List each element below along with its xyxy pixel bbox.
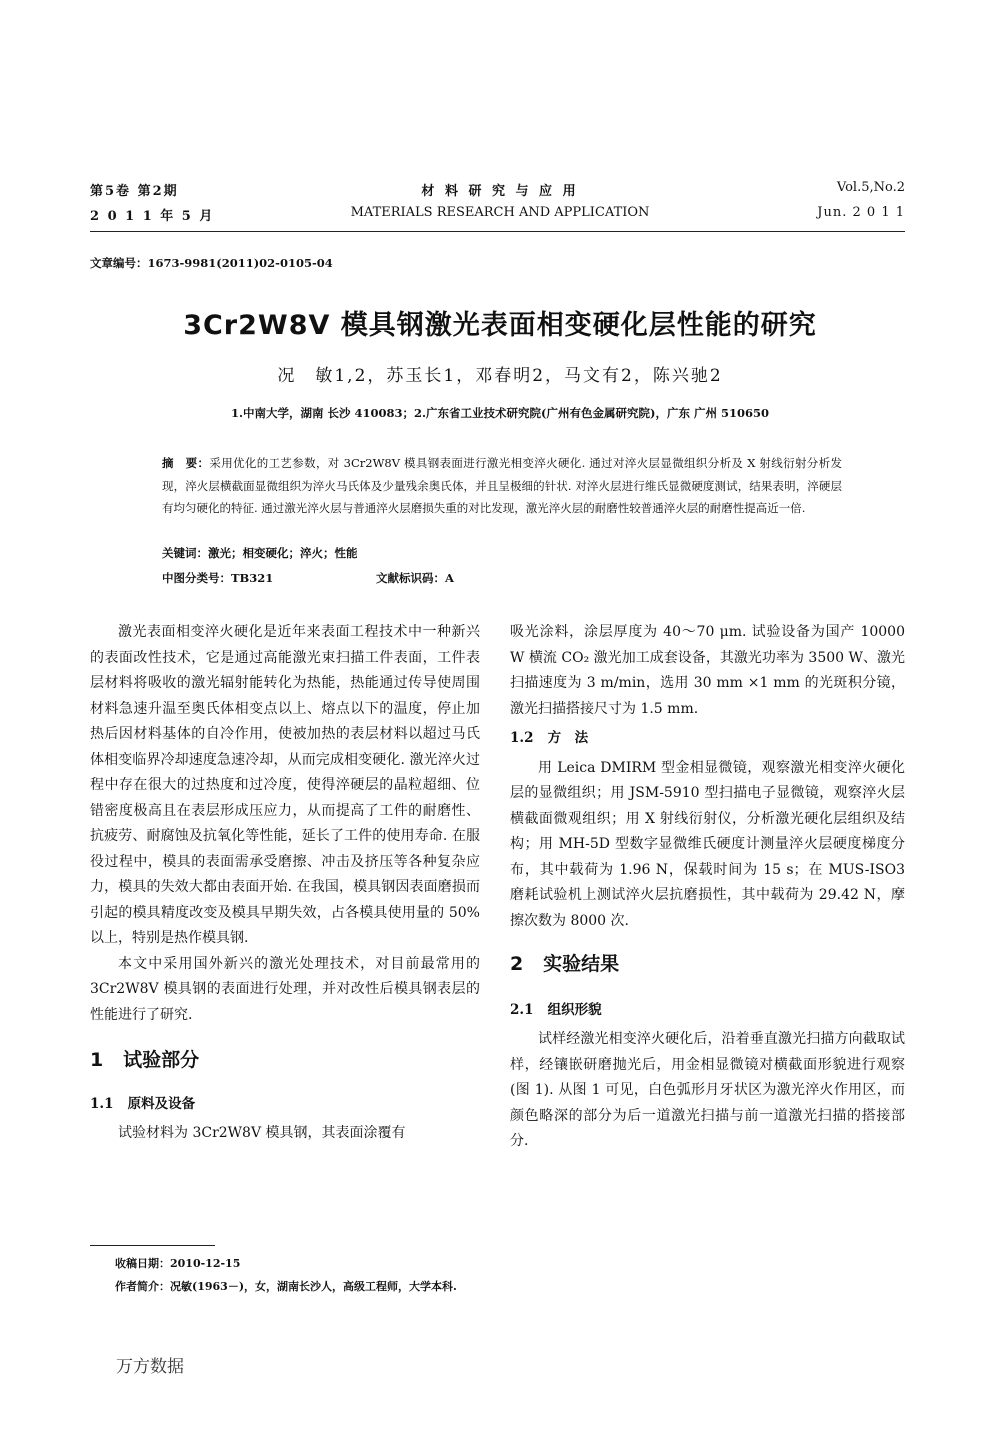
section-2-title: 实验结果 xyxy=(543,953,620,975)
clc-number: 中图分类号：TB321 xyxy=(162,571,274,585)
paper-title: 3Cr2W8V 模具钢激光表面相变硬化层性能的研究 xyxy=(183,310,817,341)
section-2-1-heading xyxy=(510,998,905,1024)
section-2-1-number: 2.1 xyxy=(510,1001,534,1018)
right-column xyxy=(510,620,905,1155)
section-1-1-title: 原料及设备 xyxy=(127,1095,196,1112)
intro-paragraph-2: 本文中采用国外新兴的激光处理技术，对目前最常用的 3Cr2W8V 模具钢的表面进行处理，并对改性后模具钢表层的性能进行了研究. xyxy=(90,955,480,1023)
header-journal-en: MATERIALS RESEARCH AND APPLICATION xyxy=(350,205,650,220)
section-1-1-paragraph: 试验材料为 3Cr2W8V 模具钢，其表面涂覆有 xyxy=(118,1125,406,1141)
article-number: 文章编号：1673-9981(2011)02-0105-04 xyxy=(90,256,333,270)
watermark: 万方数据 xyxy=(116,1357,184,1377)
header-volume-issue: 第5卷 第2期 xyxy=(90,184,179,199)
section-2-heading xyxy=(510,952,905,978)
section-2-number: 2 xyxy=(510,953,524,975)
section-1-2-heading xyxy=(510,726,905,752)
footnote-rule xyxy=(90,1245,215,1246)
keywords: 关键词：激光；相变硬化；淬火；性能 xyxy=(162,546,358,560)
section-1-2-number: 1.2 xyxy=(510,730,534,746)
section-1-title: 试验部分 xyxy=(123,1049,200,1071)
affiliations: 1.中南大学，湖南 长沙 410083；2.广东省工业技术研究院(广州有色金属研究院)，广东 广州 510650 xyxy=(231,406,769,420)
author-bio: 作者简介：况敏(1963－)，女，湖南长沙人，高级工程师，大学本科. xyxy=(115,1280,457,1293)
section-1-1-heading xyxy=(90,1092,480,1118)
header-rule xyxy=(90,231,905,232)
morphology-paragraph: 试样经激光相变淬火硬化后，沿着垂直激光扫描方向截取试样，经镶嵌研磨抛光后，用金相显微镜对横截面形貌进行观察(图 1). 从图 1 可见，白色弧形月牙状区为激光淬火作用区，而颜色略深的部分为后一道激光扫描与前一道激光扫描的搭接部分. xyxy=(510,1031,905,1149)
abstract-label: 摘 要： xyxy=(162,456,210,470)
left-column xyxy=(90,620,480,1147)
abstract-text: 采用优化的工艺参数，对 3Cr2W8V 模具钢表面进行激光相变淬火硬化. 通过对淬火层显微组织分析及 X 射线衍射分析发现，淬火层横截面显微组织为淬火马氏体及少量残余奥氏体，并且呈极细的针状. 对淬火层进行维氏显微硬度测试，结果表明，淬硬层有均匀硬化的特征. 通过激光淬火层与普通淬火层磨损失重的对比发现，激光淬火层的耐磨性较普通淬火层的耐磨性提高近一倍. xyxy=(162,456,842,515)
header-date-en: Jun. 2 0 1 1 xyxy=(817,205,905,220)
received-date: 收稿日期：2010-12-15 xyxy=(115,1257,241,1270)
header-volume-en: Vol.5,No.2 xyxy=(836,180,905,195)
section-2-1-title: 组织形貌 xyxy=(547,1001,602,1018)
header-journal-cn: 材 料 研 究 与 应 用 xyxy=(421,184,579,199)
section-1-number: 1 xyxy=(90,1049,104,1071)
section-1-1-number: 1.1 xyxy=(90,1095,114,1112)
section-1-heading xyxy=(90,1048,480,1074)
document-code: 文献标识码：A xyxy=(376,571,454,585)
materials-continued: 吸光涂料，涂层厚度为 40～70 μm. 试验设备为国产 10000 W 横流 CO₂ 激光加工成套设备，其激光功率为 3500 W、激光扫描速度为 3 m/min，选用 30 mm ×1 mm 的光斑积分镜，激光扫描搭接尺寸为 1.5 mm. xyxy=(510,624,905,717)
methods-paragraph: 用 Leica DMIRM 型金相显微镜，观察激光相变淬火硬化层的显微组织；用 JSM-5910 型扫描电子显微镜，观察淬火层横截面微观组织；用 X 射线衍射仪，分析激光硬化层组织及结构；用 MH-5D 型数字显微维氏硬度计测量淬火层硬度梯度分布，其中载荷为 1.96 N，保载时间为 15 s；在 MUS-ISO3 磨耗试验机上测试淬火层抗磨损性，其中载荷为 29.42 N，摩擦次数为 8000 次. xyxy=(510,759,905,929)
author-list: 况 敏1,2，苏玉长1，邓春明2，马文有2，陈兴驰2 xyxy=(277,366,723,386)
section-1-2-title: 方 法 xyxy=(547,730,589,746)
abstract xyxy=(162,452,842,520)
intro-paragraph-1: 激光表面相变淬火硬化是近年来表面工程技术中一种新兴的表面改性技术，它是通过高能激光束扫描工件表面，工件表层材料将吸收的激光辐射能转化为热能，热能通过传导使周围材料急速升温至奥氏体相变点以上、熔点以下的温度，停止加热后因材料基体的自冷作用，使被加热的表层材料以超过马氏体相变临界冷却速度急速冷却，从而完成相变硬化. 激光淬火过程中存在很大的过热度和过冷度，使得淬硬层的晶粒超细、位错密度极高且在表层形成压应力，从而提高了工件的耐磨性、抗疲劳、耐腐蚀及抗氧化等性能，延长了工件的使用寿命. 在服役过程中，模具的表面需承受磨擦、冲击及挤压等各种复杂应力，模具的失效大都由表面开始. 在我国，模具钢因表面磨损而引起的模具精度改变及模具早期失效，占各模具使用量的 50% 以上，特别是热作模具钢. xyxy=(90,624,480,946)
header-date: 2 0 1 1 年 5 月 xyxy=(90,209,215,224)
